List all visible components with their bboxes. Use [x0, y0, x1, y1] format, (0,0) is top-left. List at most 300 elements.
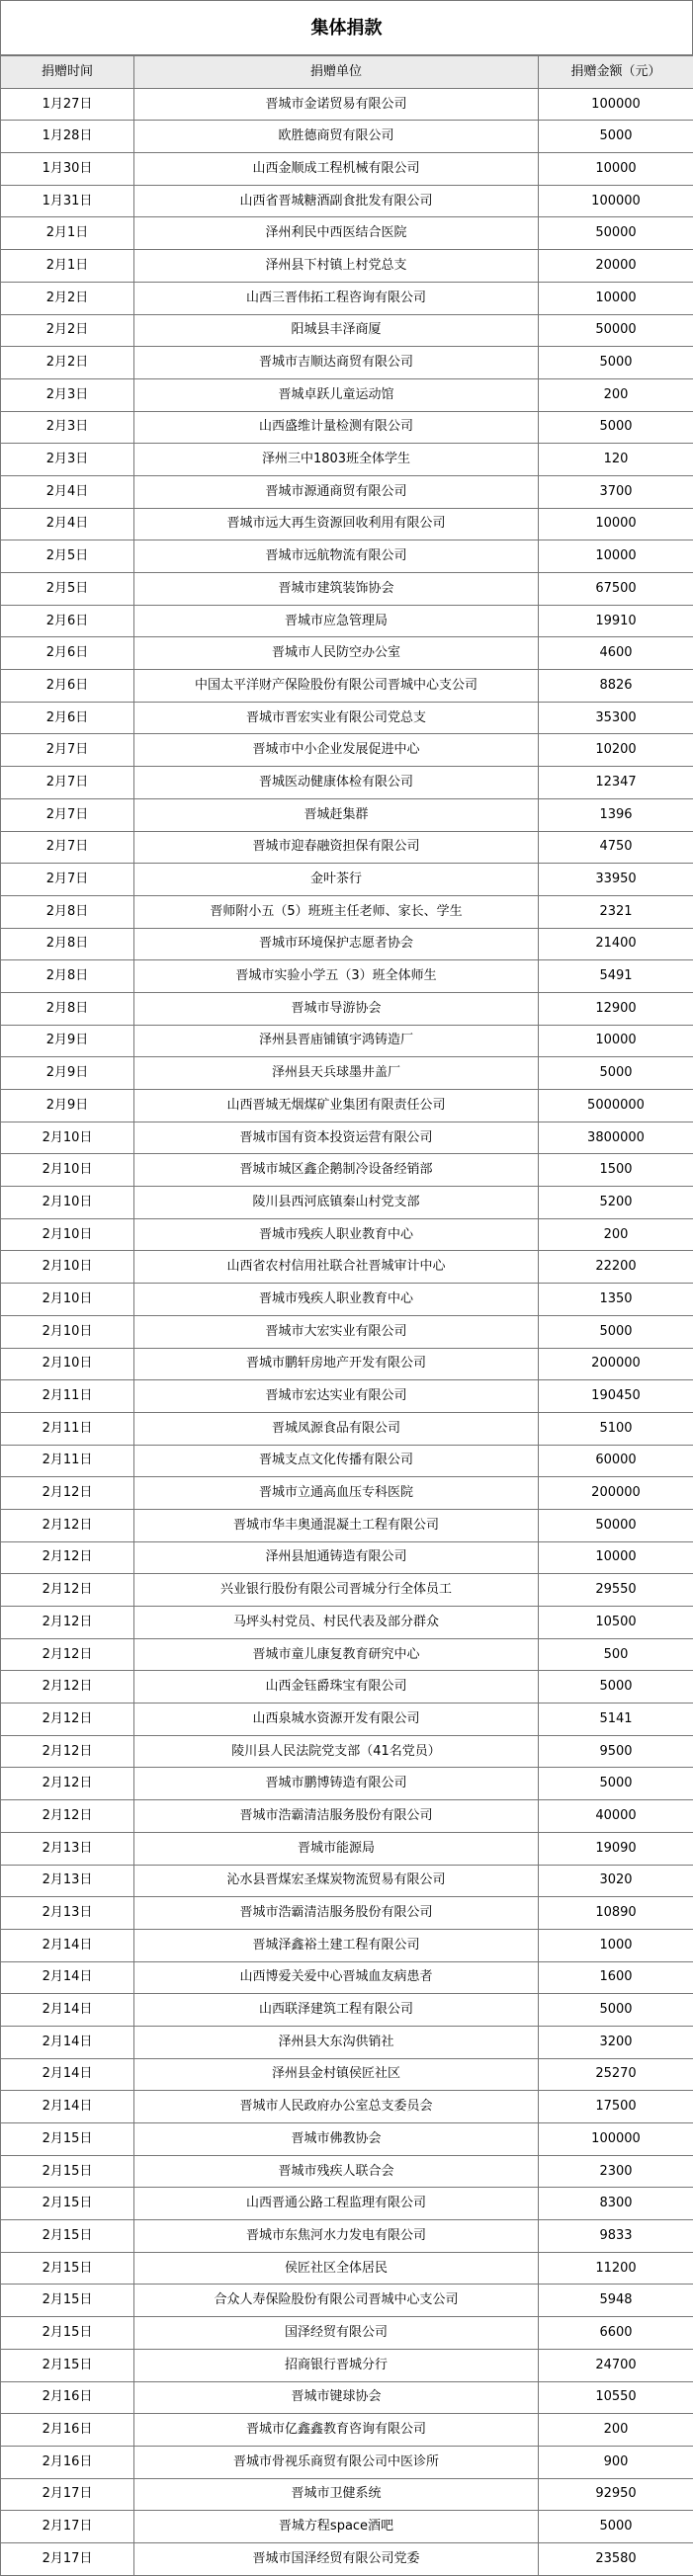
- table-row: [1, 1445, 693, 1477]
- table-row: [1, 2123, 693, 2156]
- table-row: [1, 605, 693, 637]
- donor-unit: 晋城市吉顺达商贸有限公司: [134, 347, 539, 379]
- donation-amount: 33950: [539, 864, 693, 896]
- donation-amount: 4600: [539, 637, 693, 670]
- table-row: [1, 378, 693, 411]
- donor-unit: 晋城市远航物流有限公司: [134, 540, 539, 573]
- donor-unit: 山西三晋伟拓工程咨询有限公司: [134, 282, 539, 314]
- donor-unit: 招商银行晋城分行: [134, 2349, 539, 2381]
- donor-unit: 晋城市立通高血压专科医院: [134, 1477, 539, 1510]
- table-row: [1, 1057, 693, 1090]
- donor-unit: 泽州三中1803班全体学生: [134, 444, 539, 476]
- donation-amount: 5000: [539, 1768, 693, 1800]
- donation-date: 2月8日: [1, 928, 134, 960]
- donor-unit: 晋城市人民防空办公室: [134, 637, 539, 670]
- donor-unit: 晋城市残疾人职业教育中心: [134, 1284, 539, 1316]
- table-row: [1, 637, 693, 670]
- donation-amount: 100000: [539, 88, 693, 121]
- donation-amount: 3700: [539, 475, 693, 508]
- table-row: [1, 217, 693, 250]
- table-row: [1, 2349, 693, 2381]
- donation-date: 2月12日: [1, 1509, 134, 1541]
- table-row: [1, 960, 693, 993]
- donor-unit: 晋城市童儿康复教育研究中心: [134, 1638, 539, 1671]
- donation-amount: 1350: [539, 1284, 693, 1316]
- donation-date: 2月6日: [1, 670, 134, 703]
- donation-date: 2月15日: [1, 2317, 134, 2350]
- donation-date: 2月14日: [1, 2091, 134, 2123]
- donation-amount: 25270: [539, 2058, 693, 2091]
- table-row: [1, 1025, 693, 1057]
- donor-unit: 晋城市华丰奥通混凝土工程有限公司: [134, 1509, 539, 1541]
- table-row: [1, 1348, 693, 1380]
- donation-date: 2月15日: [1, 2349, 134, 2381]
- donor-unit: 晋城支点文化传播有限公司: [134, 1445, 539, 1477]
- donor-unit: 阳城县丰泽商厦: [134, 314, 539, 347]
- donation-amount: 35300: [539, 702, 693, 734]
- donation-date: 2月11日: [1, 1380, 134, 1413]
- table-row: [1, 1865, 693, 1897]
- donation-amount: 5000: [539, 2511, 693, 2543]
- table-row: [1, 1477, 693, 1510]
- donation-date: 2月8日: [1, 960, 134, 993]
- table-row: [1, 314, 693, 347]
- table-row: [1, 1090, 693, 1122]
- donation-amount: 10000: [539, 153, 693, 186]
- donor-unit: 欧胜德商贸有限公司: [134, 121, 539, 153]
- sheet-title: 集体捐款: [0, 0, 693, 55]
- donation-amount: 10000: [539, 282, 693, 314]
- table-row: [1, 411, 693, 444]
- donation-date: 2月12日: [1, 1735, 134, 1768]
- donation-date: 2月7日: [1, 767, 134, 799]
- table-row: [1, 1380, 693, 1413]
- donor-unit: 山西晋城无烟煤矿业集团有限责任公司: [134, 1090, 539, 1122]
- donation-amount: 10000: [539, 1541, 693, 1574]
- donor-unit: 晋城市键球协会: [134, 2381, 539, 2414]
- donation-date: 2月12日: [1, 1638, 134, 1671]
- donation-amount: 9500: [539, 1735, 693, 1768]
- donor-unit: 晋城市亿鑫鑫教育咨询有限公司: [134, 2414, 539, 2447]
- donation-amount: 10000: [539, 1025, 693, 1057]
- donation-amount: 5100: [539, 1412, 693, 1445]
- donation-date: 2月14日: [1, 2058, 134, 2091]
- table-row: [1, 1671, 693, 1703]
- donation-amount: 190450: [539, 1380, 693, 1413]
- donation-amount: 1000: [539, 1929, 693, 1961]
- header-row: [1, 56, 693, 89]
- donation-date: 1月30日: [1, 153, 134, 186]
- donation-date: 2月13日: [1, 1865, 134, 1897]
- table-row: [1, 540, 693, 573]
- donation-date: 2月9日: [1, 1057, 134, 1090]
- donation-amount: 5000: [539, 1057, 693, 1090]
- donation-date: 2月12日: [1, 1541, 134, 1574]
- donation-amount: 1500: [539, 1154, 693, 1187]
- donor-unit: 晋城市残疾人联合会: [134, 2155, 539, 2188]
- donor-unit: 晋城市浩霸清洁服务股份有限公司: [134, 1897, 539, 1930]
- header-unit: 捐赠单位: [134, 56, 539, 89]
- donation-date: 2月14日: [1, 2026, 134, 2058]
- table-row: [1, 864, 693, 896]
- donor-unit: 晋城市宏达实业有限公司: [134, 1380, 539, 1413]
- table-row: [1, 1284, 693, 1316]
- table-row: [1, 1929, 693, 1961]
- donation-date: 2月3日: [1, 411, 134, 444]
- donation-date: 2月14日: [1, 1994, 134, 2027]
- donation-amount: 200000: [539, 1477, 693, 1510]
- donor-unit: 晋城市国有资本投资运营有限公司: [134, 1122, 539, 1154]
- donor-unit: 沁水县晋煤宏圣煤炭物流贸易有限公司: [134, 1865, 539, 1897]
- donation-date: 2月12日: [1, 1574, 134, 1607]
- table-row: [1, 1735, 693, 1768]
- donation-date: 2月12日: [1, 1800, 134, 1833]
- donation-amount: 5000: [539, 1994, 693, 2027]
- donation-date: 2月1日: [1, 217, 134, 250]
- donation-date: 2月8日: [1, 895, 134, 928]
- donor-unit: 合众人寿保险股份有限公司晋城中心支公司: [134, 2285, 539, 2317]
- donor-unit: 晋城市中小企业发展促进中心: [134, 734, 539, 767]
- table-row: [1, 2542, 693, 2575]
- donor-unit: 山西金钰爵珠宝有限公司: [134, 1671, 539, 1703]
- table-row: [1, 573, 693, 606]
- donation-date: 2月16日: [1, 2414, 134, 2447]
- donor-unit: 晋城赶集群: [134, 798, 539, 831]
- donor-unit: 晋城市鹏轩房地产开发有限公司: [134, 1348, 539, 1380]
- donation-date: 2月7日: [1, 831, 134, 864]
- donor-unit: 晋城泽鑫裕土建工程有限公司: [134, 1929, 539, 1961]
- donation-date: 2月8日: [1, 992, 134, 1025]
- table-row: [1, 1607, 693, 1639]
- donor-unit: 泽州县旭通铸造有限公司: [134, 1541, 539, 1574]
- donation-date: 2月17日: [1, 2478, 134, 2511]
- donor-unit: 晋城市远大再生资源回收利用有限公司: [134, 508, 539, 540]
- table-row: [1, 1218, 693, 1251]
- table-row: [1, 1574, 693, 1607]
- table-row: [1, 508, 693, 540]
- donation-amount: 500: [539, 1638, 693, 1671]
- donor-unit: 晋城市环境保护志愿者协会: [134, 928, 539, 960]
- donation-amount: 120: [539, 444, 693, 476]
- table-row: [1, 1800, 693, 1833]
- donation-date: 2月10日: [1, 1122, 134, 1154]
- table-row: [1, 2058, 693, 2091]
- donation-amount: 50000: [539, 314, 693, 347]
- donation-amount: 5000: [539, 347, 693, 379]
- donation-date: 2月6日: [1, 605, 134, 637]
- donation-amount: 100000: [539, 185, 693, 217]
- table-row: [1, 153, 693, 186]
- table-row: [1, 1768, 693, 1800]
- donor-unit: 晋城市晋宏实业有限公司党总支: [134, 702, 539, 734]
- donor-unit: 晋城市金诺贸易有限公司: [134, 88, 539, 121]
- donation-amount: 24700: [539, 2349, 693, 2381]
- donation-date: 2月5日: [1, 540, 134, 573]
- donation-date: 1月31日: [1, 185, 134, 217]
- donation-amount: 1396: [539, 798, 693, 831]
- table-row: [1, 670, 693, 703]
- donation-date: 2月10日: [1, 1251, 134, 1284]
- donation-date: 2月12日: [1, 1607, 134, 1639]
- donation-date: 2月9日: [1, 1090, 134, 1122]
- donor-unit: 国泽经贸有限公司: [134, 2317, 539, 2350]
- donation-date: 2月15日: [1, 2123, 134, 2156]
- donation-date: 2月4日: [1, 475, 134, 508]
- donor-unit: 晋城凤源食品有限公司: [134, 1412, 539, 1445]
- donation-amount: 10000: [539, 540, 693, 573]
- donor-unit: 山西省晋城糖酒副食批发有限公司: [134, 185, 539, 217]
- donor-unit: 晋城方程space酒吧: [134, 2511, 539, 2543]
- table-row: [1, 1961, 693, 1994]
- donation-amount: 900: [539, 2446, 693, 2478]
- donation-amount: 200: [539, 2414, 693, 2447]
- table-row: [1, 121, 693, 153]
- table-row: [1, 2220, 693, 2253]
- table-row: [1, 1251, 693, 1284]
- donor-unit: 晋城市大宏实业有限公司: [134, 1315, 539, 1348]
- table-row: [1, 2446, 693, 2478]
- donation-date: 2月15日: [1, 2252, 134, 2285]
- table-row: [1, 250, 693, 283]
- donation-date: 2月16日: [1, 2446, 134, 2478]
- donor-unit: 晋城市实验小学五（3）班全体师生: [134, 960, 539, 993]
- table-row: [1, 347, 693, 379]
- donation-amount: 10890: [539, 1897, 693, 1930]
- donation-date: 2月10日: [1, 1315, 134, 1348]
- donor-unit: 晋城市人民政府办公室总支委员会: [134, 2091, 539, 2123]
- table-row: [1, 1832, 693, 1865]
- donor-unit: 晋城市能源局: [134, 1832, 539, 1865]
- table-row: [1, 2414, 693, 2447]
- donation-date: 2月15日: [1, 2285, 134, 2317]
- donation-amount: 10200: [539, 734, 693, 767]
- donor-unit: 马坪头村党员、村民代表及部分群众: [134, 1607, 539, 1639]
- donation-amount: 4750: [539, 831, 693, 864]
- table-row: [1, 1154, 693, 1187]
- donor-unit: 晋城市骨视乐商贸有限公司中医诊所: [134, 2446, 539, 2478]
- donor-unit: 晋城市卫健系统: [134, 2478, 539, 2511]
- donation-amount: 6600: [539, 2317, 693, 2350]
- donation-date: 2月11日: [1, 1412, 134, 1445]
- table-row: [1, 1412, 693, 1445]
- donation-amount: 19910: [539, 605, 693, 637]
- donor-unit: 晋城市残疾人职业教育中心: [134, 1218, 539, 1251]
- donation-date: 2月17日: [1, 2511, 134, 2543]
- table-row: [1, 2478, 693, 2511]
- donation-date: 2月10日: [1, 1154, 134, 1187]
- donation-amount: 60000: [539, 1445, 693, 1477]
- table-row: [1, 2026, 693, 2058]
- donation-date: 2月3日: [1, 378, 134, 411]
- donor-unit: 晋城市迎春融资担保有限公司: [134, 831, 539, 864]
- donation-date: 2月4日: [1, 508, 134, 540]
- donation-date: 2月12日: [1, 1703, 134, 1736]
- donation-amount: 10000: [539, 508, 693, 540]
- table-row: [1, 2511, 693, 2543]
- donation-amount: 5141: [539, 1703, 693, 1736]
- table-row: [1, 2317, 693, 2350]
- donation-table: [0, 55, 693, 2576]
- donor-unit: 山西晋通公路工程监理有限公司: [134, 2188, 539, 2220]
- donation-amount: 5000000: [539, 1090, 693, 1122]
- donation-amount: 3800000: [539, 1122, 693, 1154]
- donation-amount: 11200: [539, 2252, 693, 2285]
- table-row: [1, 2091, 693, 2123]
- donation-date: 2月14日: [1, 1961, 134, 1994]
- donation-date: 2月16日: [1, 2381, 134, 2414]
- donation-amount: 5000: [539, 121, 693, 153]
- donation-amount: 2300: [539, 2155, 693, 2188]
- header-amount: 捐赠金额（元）: [539, 56, 693, 89]
- donor-unit: 金叶茶行: [134, 864, 539, 896]
- table-row: [1, 1638, 693, 1671]
- donor-unit: 泽州县天兵球墨井盖厂: [134, 1057, 539, 1090]
- donor-unit: 山西博爱关爱中心晋城血友病患者: [134, 1961, 539, 1994]
- donation-amount: 67500: [539, 573, 693, 606]
- donation-date: 2月2日: [1, 314, 134, 347]
- donation-date: 2月15日: [1, 2188, 134, 2220]
- table-row: [1, 475, 693, 508]
- donation-date: 2月10日: [1, 1348, 134, 1380]
- donation-amount: 10500: [539, 1607, 693, 1639]
- table-row: [1, 1122, 693, 1154]
- donor-unit: 晋城市鹏博铸造有限公司: [134, 1768, 539, 1800]
- donation-amount: 5948: [539, 2285, 693, 2317]
- table-row: [1, 88, 693, 121]
- donor-unit: 山西盛维计量检测有限公司: [134, 411, 539, 444]
- table-row: [1, 2285, 693, 2317]
- table-row: [1, 702, 693, 734]
- donation-amount: 12347: [539, 767, 693, 799]
- donation-date: 2月7日: [1, 798, 134, 831]
- donor-unit: 泽州利民中西医结合医院: [134, 217, 539, 250]
- donation-amount: 8300: [539, 2188, 693, 2220]
- table-row: [1, 1703, 693, 1736]
- donation-date: 2月12日: [1, 1671, 134, 1703]
- table-row: [1, 798, 693, 831]
- table-row: [1, 1315, 693, 1348]
- donation-date: 1月27日: [1, 88, 134, 121]
- donation-date: 2月11日: [1, 1445, 134, 1477]
- donation-date: 2月12日: [1, 1768, 134, 1800]
- table-row: [1, 1509, 693, 1541]
- donor-unit: 侯匠社区全体居民: [134, 2252, 539, 2285]
- donation-amount: 5491: [539, 960, 693, 993]
- donation-amount: 21400: [539, 928, 693, 960]
- donation-date: 2月13日: [1, 1832, 134, 1865]
- donor-unit: 晋城市佛教协会: [134, 2123, 539, 2156]
- donation-amount: 200: [539, 378, 693, 411]
- donor-unit: 晋城医动健康体检有限公司: [134, 767, 539, 799]
- donation-amount: 100000: [539, 2123, 693, 2156]
- table-row: [1, 2188, 693, 2220]
- donation-amount: 3200: [539, 2026, 693, 2058]
- donation-amount: 9833: [539, 2220, 693, 2253]
- donation-amount: 5000: [539, 1315, 693, 1348]
- donation-amount: 3020: [539, 1865, 693, 1897]
- donation-date: 2月6日: [1, 637, 134, 670]
- donor-unit: 晋城市源通商贸有限公司: [134, 475, 539, 508]
- donation-date: 2月2日: [1, 282, 134, 314]
- donation-amount: 23580: [539, 2542, 693, 2575]
- table-row: [1, 185, 693, 217]
- donation-date: 2月6日: [1, 702, 134, 734]
- table-row: [1, 1187, 693, 1219]
- table-row: [1, 734, 693, 767]
- donation-date: 2月14日: [1, 1929, 134, 1961]
- donation-amount: 40000: [539, 1800, 693, 1833]
- donation-amount: 12900: [539, 992, 693, 1025]
- donation-date: 2月10日: [1, 1187, 134, 1219]
- donation-amount: 50000: [539, 1509, 693, 1541]
- table-row: [1, 992, 693, 1025]
- donation-date: 2月2日: [1, 347, 134, 379]
- donor-unit: 山西联泽建筑工程有限公司: [134, 1994, 539, 2027]
- donor-unit: 晋师附小五（5）班班主任老师、家长、学生: [134, 895, 539, 928]
- donation-amount: 5000: [539, 411, 693, 444]
- donation-date: 2月1日: [1, 250, 134, 283]
- donor-unit: 晋城市国泽经贸有限公司党委: [134, 2542, 539, 2575]
- donation-date: 2月13日: [1, 1897, 134, 1930]
- donation-amount: 92950: [539, 2478, 693, 2511]
- donation-date: 2月7日: [1, 864, 134, 896]
- donor-unit: 泽州县大东沟供销社: [134, 2026, 539, 2058]
- donation-amount: 22200: [539, 1251, 693, 1284]
- donation-amount: 10550: [539, 2381, 693, 2414]
- donation-date: 2月10日: [1, 1284, 134, 1316]
- donation-date: 2月15日: [1, 2155, 134, 2188]
- donor-unit: 山西泉城水资源开发有限公司: [134, 1703, 539, 1736]
- donation-amount: 19090: [539, 1832, 693, 1865]
- table-row: [1, 1541, 693, 1574]
- donor-unit: 中国太平洋财产保险股份有限公司晋城中心支公司: [134, 670, 539, 703]
- donor-unit: 泽州县金村镇侯匠社区: [134, 2058, 539, 2091]
- donation-date: 2月5日: [1, 573, 134, 606]
- table-row: [1, 2252, 693, 2285]
- table-row: [1, 831, 693, 864]
- donor-unit: 山西金顺成工程机械有限公司: [134, 153, 539, 186]
- donation-date: 2月12日: [1, 1477, 134, 1510]
- table-row: [1, 767, 693, 799]
- table-row: [1, 444, 693, 476]
- table-row: [1, 2155, 693, 2188]
- donation-date: 2月9日: [1, 1025, 134, 1057]
- donor-unit: 晋城市城区鑫企鹅制冷设备经销部: [134, 1154, 539, 1187]
- donation-amount: 8826: [539, 670, 693, 703]
- table-row: [1, 2381, 693, 2414]
- donor-unit: 晋城市导游协会: [134, 992, 539, 1025]
- donor-unit: 山西省农村信用社联合社晋城审计中心: [134, 1251, 539, 1284]
- donation-amount: 17500: [539, 2091, 693, 2123]
- donor-unit: 晋城市建筑装饰协会: [134, 573, 539, 606]
- donation-amount: 5000: [539, 1671, 693, 1703]
- table-row: [1, 928, 693, 960]
- donation-amount: 20000: [539, 250, 693, 283]
- donation-date: 1月28日: [1, 121, 134, 153]
- donation-date: 2月17日: [1, 2542, 134, 2575]
- donation-amount: 1600: [539, 1961, 693, 1994]
- donation-date: 2月3日: [1, 444, 134, 476]
- donation-amount: 200: [539, 1218, 693, 1251]
- donor-unit: 晋城市东焦河水力发电有限公司: [134, 2220, 539, 2253]
- table-row: [1, 1994, 693, 2027]
- donor-unit: 晋城市应急管理局: [134, 605, 539, 637]
- donation-amount: 29550: [539, 1574, 693, 1607]
- donor-unit: 泽州县晋庙铺镇宇鸿铸造厂: [134, 1025, 539, 1057]
- donation-amount: 50000: [539, 217, 693, 250]
- header-date: 捐赠时间: [1, 56, 134, 89]
- donation-amount: 2321: [539, 895, 693, 928]
